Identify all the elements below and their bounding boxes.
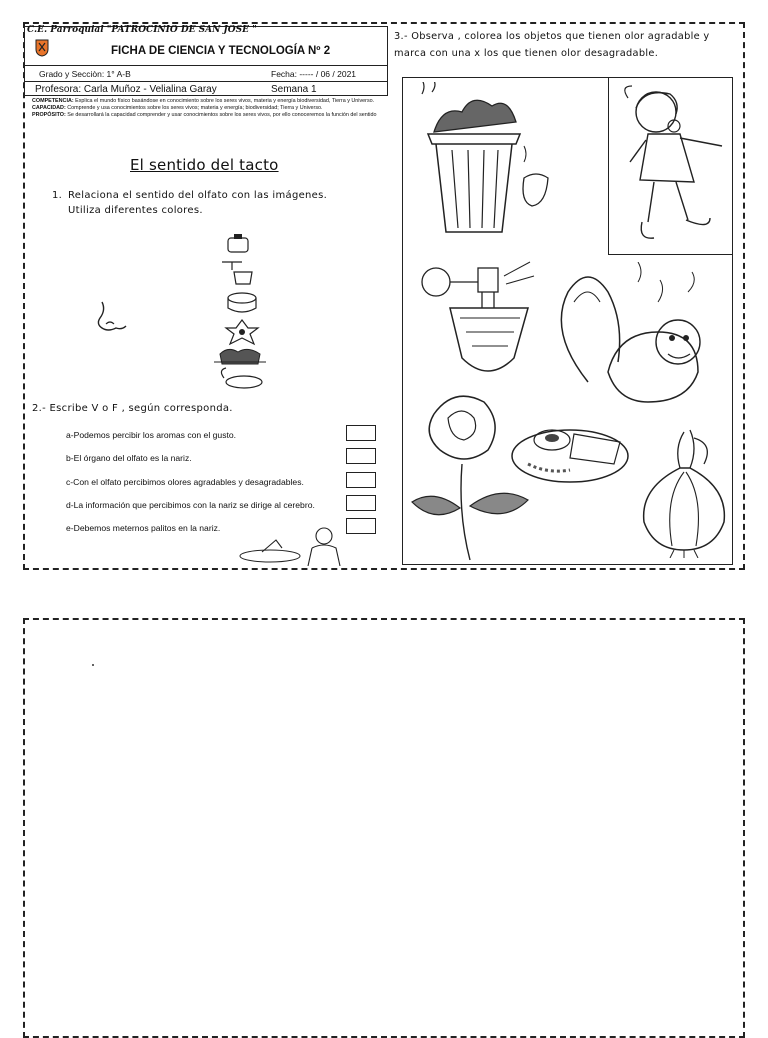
week-label: Semana 1 (271, 84, 317, 95)
worksheet-header (24, 26, 388, 96)
tf-item-b: b-El órgano del olfato es la nariz. (66, 453, 192, 463)
child-with-stick-icon (232, 526, 362, 566)
teacher-name: Profesora: Carla Muñoz - Velialina Garay (35, 84, 217, 95)
tf-item-a: a-Podemos percibir los aromas con el gusto. (66, 430, 237, 440)
small-flower-icon (226, 320, 258, 344)
small-skunk-icon (221, 368, 262, 388)
small-cake-icon (228, 293, 256, 312)
question-1 (52, 188, 352, 218)
question-3: 3.- Observa , colorea los objetos que tienen olor agradable y marca con una x los que tienen olor desagradable. (394, 31, 710, 59)
small-perfume-icon (228, 234, 248, 252)
skunk-icon (548, 262, 730, 412)
tf-item-e: e-Debemos meternos palitos en la nariz. (66, 523, 221, 533)
header-divider (25, 65, 387, 66)
competencies-block: COMPETENCIA: Explica el mundo físico basándose en conocimiento sobre los seres vivos, materia y energía biodiversidad, Tierra y Universo. CAPACIDAD: Comprende y usa conocimientos sobre los seres vivos; materia y energía; biodiversidad; Tierra y Universo. PROPÓSITO: Se desarrollará la capacidad comprender y usar conocimientos sobre los seres vivos, por ello conoceremos la función del sentido (32, 98, 377, 119)
tf-item-d: d-La información que percibimos con la nariz se dirige al cerebro. (66, 500, 315, 510)
header-divider-2 (25, 81, 387, 82)
date-field: Fecha: ----- / 06 / 2021 (271, 69, 357, 79)
section-title: El sentido del tacto (130, 156, 279, 174)
worksheet-bottom-frame (23, 618, 745, 1038)
school-name: C.E. Parroquial "PATROCINIO DE SAN JOSE " (27, 25, 257, 35)
nose-icon (94, 300, 134, 336)
food-plate-icon (508, 414, 632, 486)
trash-can-icon (412, 82, 552, 242)
tf-answer-box-d[interactable] (346, 495, 376, 511)
stray-mark (92, 664, 94, 666)
crest-icon (35, 39, 49, 57)
question-1-text: Relaciona el sentido del olfato con las imágenes. Utiliza diferentes colores. (68, 190, 328, 216)
small-cup-icon (222, 262, 252, 284)
tf-answer-box-b[interactable] (346, 448, 376, 464)
question-2: 2.- Escribe V o F , según corresponda. (32, 403, 233, 414)
tf-answer-box-c[interactable] (346, 472, 376, 488)
small-trash-icon (214, 349, 266, 364)
perfume-icon (410, 258, 540, 388)
question-1-number: 1. (52, 190, 63, 201)
smell-pictures-column (208, 232, 274, 392)
grade-section: Grado y Secciòn: 1° A-B (39, 69, 131, 79)
tf-item-c: c-Con el olfato percibimos olores agradables y desagradables. (66, 477, 304, 487)
worksheet-title: FICHA DE CIENCIA Y TECNOLOGÍA Nº 2 (111, 45, 331, 57)
girl-smelling-flower-icon (614, 82, 730, 250)
tf-answer-box-a[interactable] (346, 425, 376, 441)
onion-icon (634, 428, 734, 558)
